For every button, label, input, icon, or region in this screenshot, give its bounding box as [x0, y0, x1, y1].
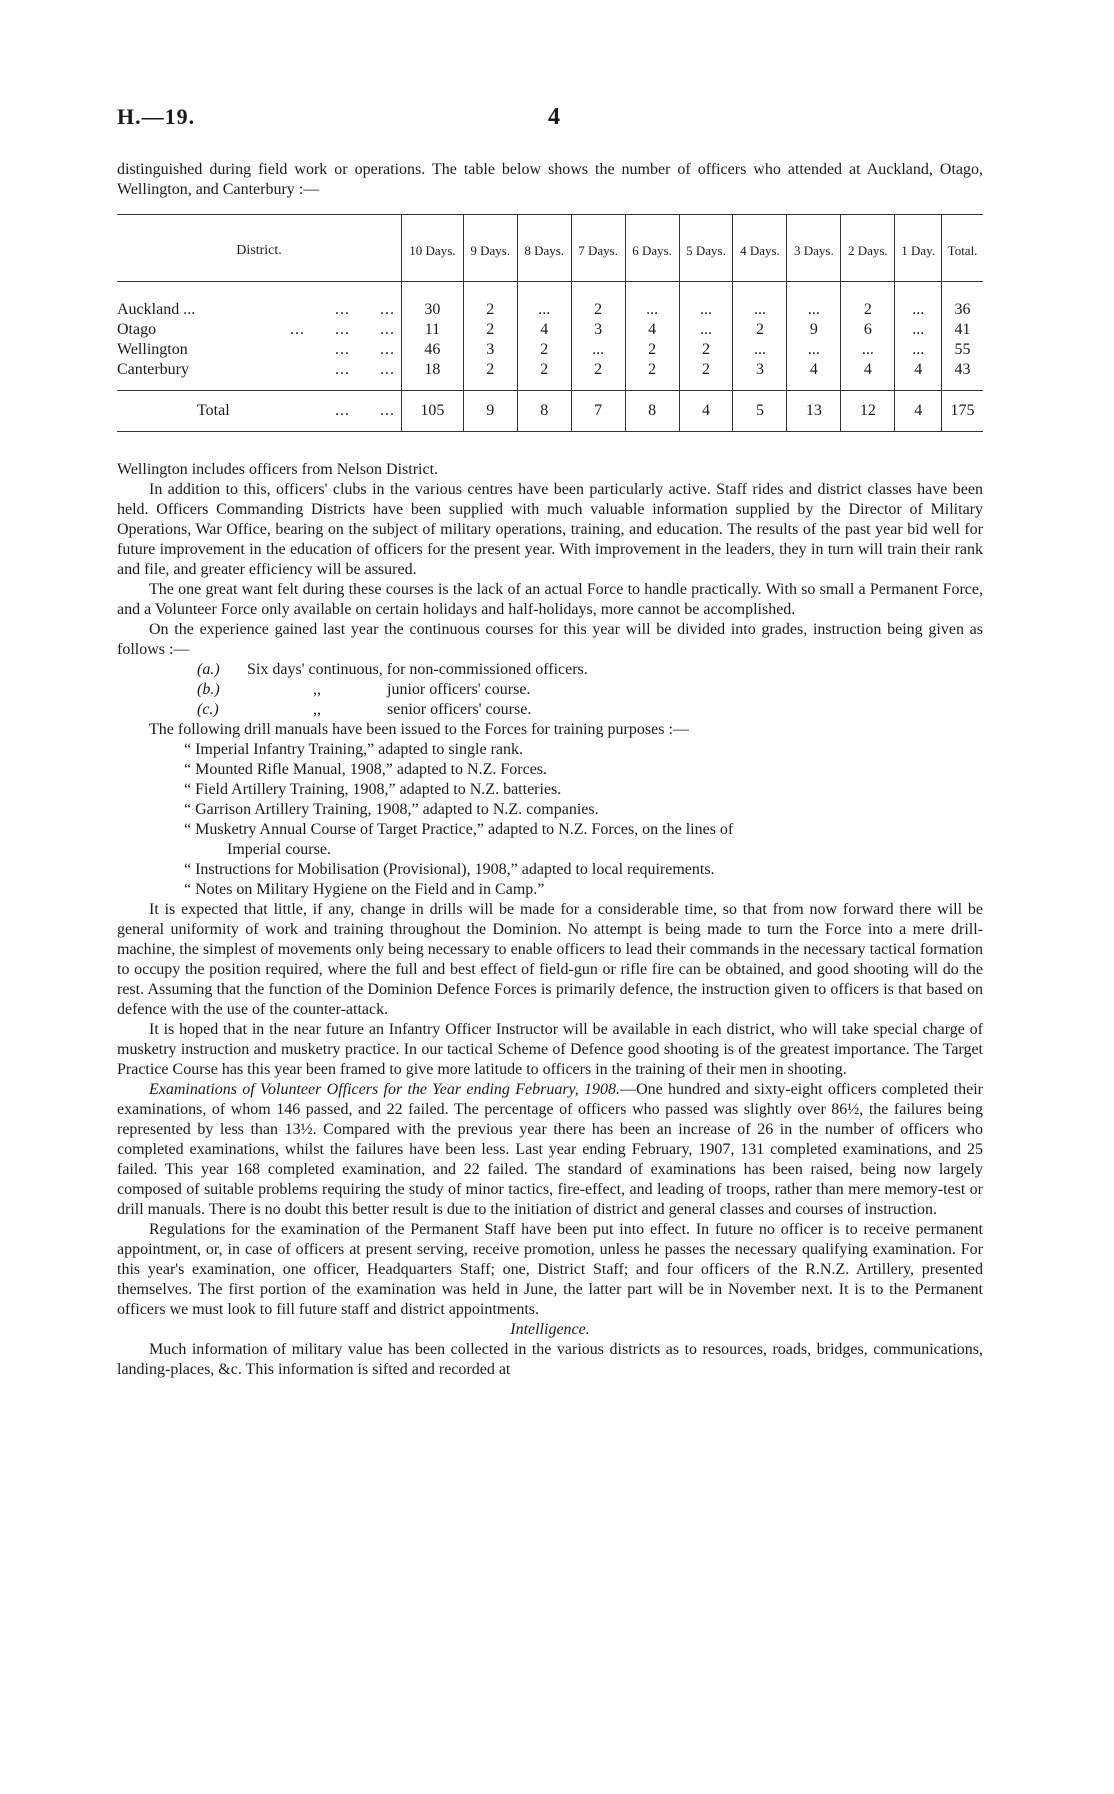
column-header: 2 Days. — [841, 215, 895, 282]
document-id: H.—19. — [117, 104, 196, 129]
page-number: 4 — [548, 104, 560, 130]
district-name — [117, 282, 402, 321]
row-total: 55 — [942, 340, 983, 360]
ditto-mark: ,, — [313, 681, 321, 698]
table-cell: ... — [733, 282, 787, 321]
table-cell: 4 — [841, 360, 895, 391]
manual-title: “ Imperial Infantry Training,” adapted to single rank. — [184, 741, 524, 758]
intro-paragraph — [117, 160, 983, 200]
table-header-row — [117, 215, 983, 282]
table-cell: 4 — [517, 320, 571, 340]
table-cell: ... — [787, 282, 841, 321]
manual-list — [117, 740, 983, 900]
grade-list — [117, 660, 983, 720]
district-label: Canterbury — [117, 361, 189, 378]
district-label: Auckland ... — [117, 301, 196, 318]
table-cell: ... — [787, 340, 841, 360]
column-header: 1 Day. — [895, 215, 942, 282]
intro-text: distinguished during field work or operations. The table below shows the number of officers who attended at Auckland, Otago, Wellington, and Canterbury :— — [117, 161, 983, 198]
total-header: Total. — [942, 215, 983, 282]
manual-title: “ Garrison Artillery Training, 1908,” adapted to N.Z. companies. — [184, 801, 599, 818]
body-text — [117, 460, 983, 1380]
table-cell: 2 — [841, 282, 895, 321]
column-header: 3 Days. — [787, 215, 841, 282]
row-total: 43 — [942, 360, 983, 391]
district-label: Wellington — [117, 341, 188, 358]
list-item — [117, 820, 983, 860]
list-item — [117, 680, 983, 700]
table-cell: 2 — [625, 360, 679, 391]
total-cell: 4 — [895, 391, 942, 432]
table-cell: ... — [517, 282, 571, 321]
total-cell: 8 — [517, 391, 571, 432]
column-header: 4 Days. — [733, 215, 787, 282]
paragraph: It is hoped that in the near future an Infantry Officer Instructor will be available in each district, who will take special charge of musketry instruction and musketry practice. In our tactical Scheme of Defence good shooting is of the greatest importance. The Target Practice Course has this year been framed to give more latitude to officers in the training of their men in shooting. — [117, 1021, 983, 1078]
table-cell: 2 — [625, 340, 679, 360]
table-cell: 2 — [463, 320, 517, 340]
table-cell: 2 — [571, 360, 625, 391]
leader-dots: ... ... — [335, 301, 395, 318]
grand-total: 175 — [942, 391, 983, 432]
total-cell: 13 — [787, 391, 841, 432]
column-header: 9 Days. — [463, 215, 517, 282]
table-row — [117, 282, 983, 321]
district-header: District. — [236, 242, 282, 258]
total-cell: 8 — [625, 391, 679, 432]
table-row — [117, 320, 983, 340]
table-cell: ... — [679, 282, 733, 321]
total-cell: 105 — [402, 391, 464, 432]
table-row — [117, 360, 983, 391]
total-label — [117, 391, 402, 432]
paragraph: Regulations for the examination of the Permanent Staff have been put into effect. In future no officer is to receive permanent appointment, or, in case of officers at present serving, receive promotion, unless he passes the necessary qualifying examination. For this year's examination, one officer, Headquarters Staff; one, District Staff; and four officers of the R.N.Z. Artillery, presented themselves. The first portion of the examination was held in June, the latter part will be in November next. It is to the Permanent officers we must look to fill future staff and district appointments. — [117, 1221, 983, 1318]
total-row — [117, 391, 983, 432]
manual-title: “ Mounted Rifle Manual, 1908,” adapted to N.Z. Forces. — [184, 761, 548, 778]
section-heading: Intelligence. — [510, 1321, 590, 1338]
table-cell: 2 — [733, 320, 787, 340]
paragraph: Wellington includes officers from Nelson District. — [117, 461, 439, 478]
table-cell: ... — [895, 282, 942, 321]
paragraph: It is expected that little, if any, change in drills will be made for a considerable time, so that from now forward there will be general uniformity of work and training throughout the Dominion. No attempt is being made to turn the Force into a mere drill-machine, the simplest of movements only being necessary to enable officers to lead their commands in the necessary tactical formation to occupy the position required, where the full and best effect of field-gun or rifle fire can be obtained, and good shooting will do the rest. Assuming that the function of the Dominion Defence Forces is primarily defence, the instruction given to officers is that based on defence with the use of the counter-attack. — [117, 901, 983, 1018]
table-cell: 3 — [733, 360, 787, 391]
table-cell: ... — [733, 340, 787, 360]
grade-label: (a.) — [197, 661, 220, 678]
table-cell: 2 — [517, 360, 571, 391]
table-cell: 4 — [625, 320, 679, 340]
leader-dots: ... ... ... — [290, 321, 395, 338]
column-header: 6 Days. — [625, 215, 679, 282]
district-name — [117, 340, 402, 360]
column-header: 8 Days. — [517, 215, 571, 282]
total-label-text: Total — [197, 402, 230, 419]
table-cell: ... — [841, 340, 895, 360]
grade-text: senior officers' course. — [387, 701, 532, 718]
paragraph: The one great want felt during these courses is the lack of an actual Force to handle practically. With so small a Permanent Force, and a Volunteer Force only available on certain holidays and half-holidays, more cannot be accomplished. — [117, 581, 983, 618]
leader-dots: ... ... — [335, 402, 395, 419]
table-cell: ... — [895, 320, 942, 340]
table-cell: ... — [679, 320, 733, 340]
district-label: Otago — [117, 321, 157, 338]
table-cell: 18 — [402, 360, 464, 391]
table-cell: 3 — [571, 320, 625, 340]
manual-title: “ Field Artillery Training, 1908,” adapted to N.Z. batteries. — [184, 781, 562, 798]
manual-title: “ Notes on Military Hygiene on the Field and in Camp.” — [184, 881, 545, 898]
list-item — [117, 780, 983, 800]
grade-text: junior officers' course. — [387, 681, 531, 698]
paragraph — [117, 1080, 983, 1220]
table-cell: 4 — [895, 360, 942, 391]
table-cell: 3 — [463, 340, 517, 360]
officers-attendance-table — [117, 214, 983, 432]
grade-text: Six days' continuous, for non-commissioned officers. — [247, 661, 588, 678]
column-header: 5 Days. — [679, 215, 733, 282]
manual-title-continued: Imperial course. — [227, 841, 331, 858]
manual-title: “ Musketry Annual Course of Target Practice,” adapted to N.Z. Forces, on the lines of — [184, 821, 734, 838]
table-cell: 46 — [402, 340, 464, 360]
manual-title: “ Instructions for Mobilisation (Provisional), 1908,” adapted to local requirements. — [184, 861, 715, 878]
list-item — [117, 860, 983, 880]
list-item — [117, 880, 983, 900]
examinations-heading: Examinations of Volunteer Officers for the Year ending February, 1908. — [149, 1081, 621, 1098]
table-cell: 6 — [841, 320, 895, 340]
table-cell: ... — [625, 282, 679, 321]
table-row — [117, 340, 983, 360]
grade-label: (c.) — [197, 701, 219, 718]
leader-dots: ... ... — [335, 361, 395, 378]
table-cell: 30 — [402, 282, 464, 321]
table-cell: 9 — [787, 320, 841, 340]
total-cell: 4 — [679, 391, 733, 432]
table-cell: 2 — [679, 360, 733, 391]
list-item — [117, 800, 983, 820]
table-cell: 2 — [679, 340, 733, 360]
table-cell: 11 — [402, 320, 464, 340]
list-item — [117, 760, 983, 780]
column-header: 7 Days. — [571, 215, 625, 282]
ditto-mark: ,, — [313, 701, 321, 718]
row-total: 36 — [942, 282, 983, 321]
district-name — [117, 360, 402, 391]
paragraph: Much information of military value has been collected in the various districts as to resources, roads, bridges, communications, landing-places, &c. This information is sifted and recorded at — [117, 1341, 983, 1378]
paragraph: In addition to this, officers' clubs in the various centres have been particularly active. Staff rides and district classes have been held. Officers Commanding Districts have been supplied with much valuable information supplied by the Director of Military Operations, War Office, bearing on the subject of military operations, training, and education. The results of the past year bid well for future improvement in the education of officers for the present year. With improvement in the leaders, they in turn will train their rank and file, and greater efficiency will be assured. — [117, 481, 983, 578]
district-name — [117, 320, 402, 340]
column-header: 10 Days. — [402, 215, 464, 282]
total-cell: 9 — [463, 391, 517, 432]
table-cell: 2 — [463, 360, 517, 391]
row-total: 41 — [942, 320, 983, 340]
leader-dots: ... ... — [335, 341, 395, 358]
list-item — [117, 660, 983, 680]
grade-label: (b.) — [197, 681, 220, 698]
table-cell: 2 — [517, 340, 571, 360]
paragraph: On the experience gained last year the continuous courses for this year will be divided into grades, instruction being given as follows :— — [117, 621, 983, 658]
list-item — [117, 740, 983, 760]
total-cell: 12 — [841, 391, 895, 432]
paragraph: The following drill manuals have been issued to the Forces for training purposes :— — [149, 721, 689, 738]
table-cell: 4 — [787, 360, 841, 391]
table-cell: ... — [895, 340, 942, 360]
examinations-text: —One hundred and sixty-eight officers completed their examinations, of whom 146 passed, and 22 failed. The percentage of officers who passed was slightly over 86½, the failures being represented by less than 13½. Compared with the previous year there has been an increase of 26 in the number of officers who completed examinations, whilst the failures have been less. Last year ending February, 1907, 131 completed examinations, and 25 failed. This year 168 completed examination, and 22 failed. The standard of examinations has been raised, being now largely composed of suitable problems requiring the study of minor tactics, fire-effect, and leading of troops, rather than mere memory-test or drill manuals. There is no doubt this better result is due to the initiation of district and general classes and courses of instruction. — [117, 1081, 984, 1218]
table-cell: 2 — [571, 282, 625, 321]
table-cell: 2 — [463, 282, 517, 321]
table-cell: ... — [571, 340, 625, 360]
list-item — [117, 700, 983, 720]
total-cell: 5 — [733, 391, 787, 432]
total-cell: 7 — [571, 391, 625, 432]
